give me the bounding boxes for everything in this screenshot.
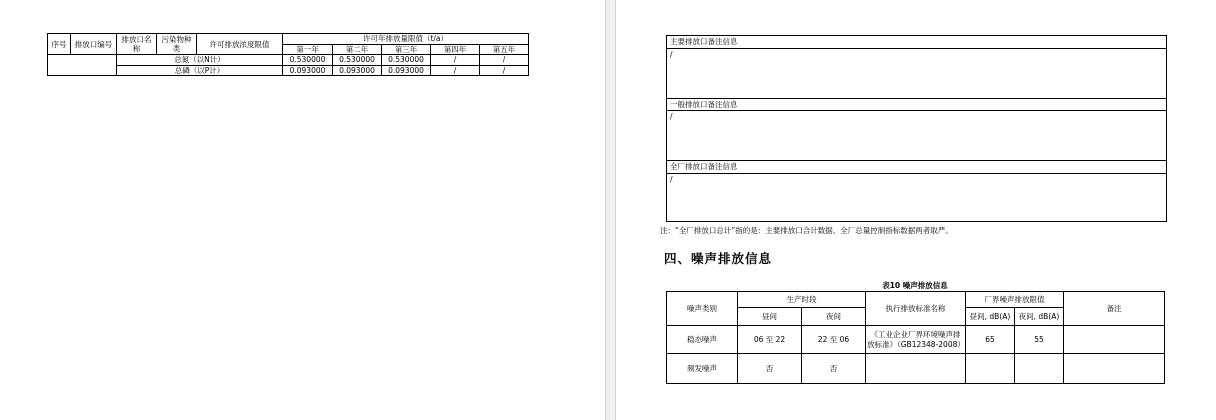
remark-section-title: 主要排放口备注信息 (667, 36, 1167, 49)
value-cell: 0.530000 (382, 55, 431, 65)
day-period-cell: 06 至 22 (738, 326, 802, 354)
day-period-cell: 否 (738, 354, 802, 384)
table-row (667, 354, 1165, 384)
header-year4: 第四年 (431, 45, 480, 55)
header-conc-limit: 许可排放浓度限值 (197, 34, 283, 55)
header-boundary-limit: 厂界噪声排放限值 (966, 292, 1064, 308)
header-production-period: 生产时段 (738, 292, 866, 308)
value-cell: / (431, 65, 480, 75)
night-period-cell: 22 至 06 (802, 326, 866, 354)
section-heading-noise: 四、噪声排放信息 (664, 251, 773, 266)
header-year3: 第三年 (382, 45, 431, 55)
header-year5: 第五年 (480, 45, 529, 55)
header-standard-name: 执行排放标准名称 (866, 292, 966, 326)
value-cell: / (480, 65, 529, 75)
header-outlet-name: 排放口名称 (117, 34, 157, 55)
day-db-cell (966, 354, 1015, 384)
value-cell: 0.530000 (333, 55, 382, 65)
table-row (48, 55, 529, 65)
value-cell: / (431, 55, 480, 65)
noise-table-caption: 表10 噪声排放信息 (882, 281, 948, 290)
standard-cell (866, 354, 966, 384)
value-cell: 0.093000 (382, 65, 431, 75)
night-db-cell (1015, 354, 1064, 384)
noise-category-cell: 稳态噪声 (667, 326, 738, 354)
pollutant-name-cell: 总磷（以P计） (117, 65, 283, 75)
permit-annual-limits-table (47, 33, 529, 76)
header-seq: 序号 (48, 34, 71, 55)
header-nighttime: 夜间 (802, 308, 866, 326)
header-noise-category: 噪声类别 (667, 292, 738, 326)
value-cell: 0.093000 (333, 65, 382, 75)
noise-category-cell: 频发噪声 (667, 354, 738, 384)
table-row (48, 65, 529, 75)
merged-empty-cell (48, 55, 117, 76)
outlet-remarks-table (666, 35, 1167, 222)
footnote-text: 注：“全厂排放口总计”指的是：主要排放口合计数据、全厂总量控制指标数据两者取严。 (660, 226, 953, 235)
header-annual-limit-group: 许可年排放量限值（t/a） (283, 34, 529, 45)
remark-section-content: / (667, 49, 1167, 99)
remark-cell (1064, 326, 1165, 354)
noise-emission-table (666, 291, 1165, 384)
pollutant-name-cell: 总氮（以N计） (117, 55, 283, 65)
header-daytime-db: 昼间, dB(A) (966, 308, 1015, 326)
document-page-left (0, 0, 605, 420)
day-db-cell: 65 (966, 326, 1015, 354)
remark-section-content: / (667, 174, 1167, 222)
remark-cell (1064, 354, 1165, 384)
night-period-cell: 否 (802, 354, 866, 384)
header-year2: 第二年 (333, 45, 382, 55)
header-daytime: 昼间 (738, 308, 802, 326)
header-outlet-no: 排放口编号 (71, 34, 117, 55)
night-db-cell: 55 (1015, 326, 1064, 354)
remark-section-content: / (667, 111, 1167, 161)
document-page-right (616, 0, 1216, 420)
standard-cell: 《工业企业厂界环境噪声排放标准》（GB12348-2008） (866, 326, 966, 354)
remark-section-title: 全厂排放口备注信息 (667, 161, 1167, 174)
table-row (667, 326, 1165, 354)
header-nighttime-db: 夜间, dB(A) (1015, 308, 1064, 326)
header-remark: 备注 (1064, 292, 1165, 326)
remark-section-title: 一般排放口备注信息 (667, 99, 1167, 111)
header-pollutant-type: 污染物种类 (157, 34, 197, 55)
value-cell: 0.093000 (283, 65, 333, 75)
header-year1: 第一年 (283, 45, 333, 55)
value-cell: / (480, 55, 529, 65)
value-cell: 0.530000 (283, 55, 333, 65)
page-gap-divider (605, 0, 616, 420)
